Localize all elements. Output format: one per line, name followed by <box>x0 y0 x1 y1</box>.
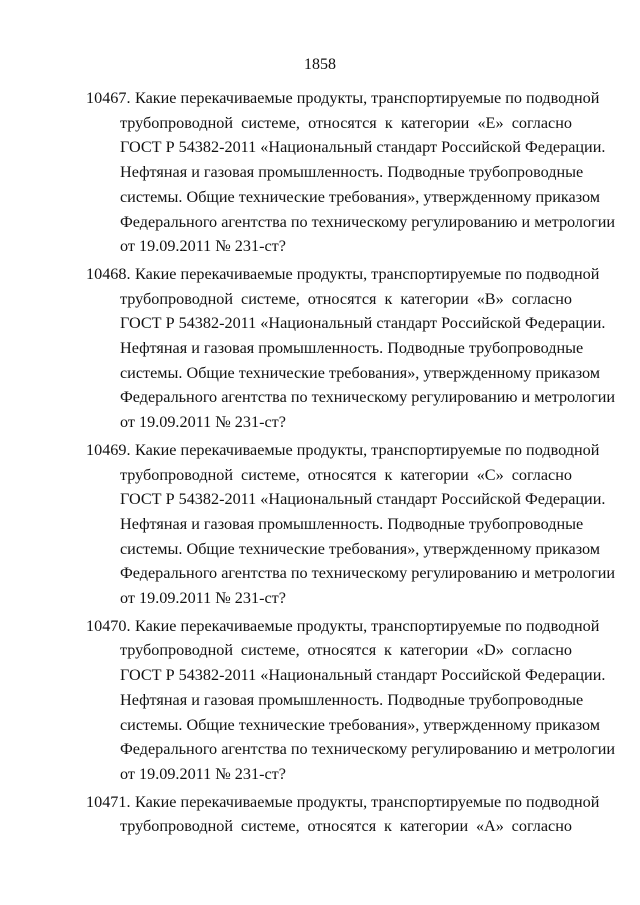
entry-line: ГОСТ Р 54382-2011 «Национальный стандарт Российской Федерации. <box>120 666 606 685</box>
question-entry <box>86 262 616 435</box>
page-number: 1858 <box>304 56 336 73</box>
entry-line: системы. Общие технические требования», утвержденному приказом <box>120 539 601 558</box>
entry-line: Нефтяная и газовая промышленность. Подводные трубопроводные <box>120 163 584 182</box>
entry-line: Какие перекачиваемые продукты, транспортируемые по подводной <box>135 89 600 107</box>
question-list <box>86 86 616 839</box>
entry-line: трубопроводной системе, относятся к категории «Е» согласно <box>120 113 572 132</box>
entry-line: трубопроводной системе, относятся к категории «D» согласно <box>120 641 572 660</box>
entry-number: 10469. <box>86 440 131 459</box>
entry-line: Какие перекачиваемые продукты, транспортируемые по подводной <box>135 792 600 811</box>
entry-line: Какие перекачиваемые продукты, транспортируемые по подводной <box>135 440 600 459</box>
entry-line: Нефтяная и газовая промышленность. Подводные трубопроводные <box>120 339 584 358</box>
entry-line: Федерального агентства по техническому регулированию и метрологии <box>120 212 616 231</box>
entry-first-line <box>86 790 600 815</box>
entry-first-line <box>86 438 600 463</box>
entry-number: 10468. <box>86 264 131 283</box>
entry-line: трубопроводной системе, относятся к категории «А» согласно <box>120 817 572 836</box>
entry-number: 10467. <box>86 89 131 107</box>
entry-line: Федерального агентства по техническому регулированию и метрологии <box>120 564 616 583</box>
entry-line: Федерального агентства по техническому регулированию и метрологии <box>120 740 616 759</box>
entry-line: ГОСТ Р 54382-2011 «Национальный стандарт Российской Федерации. <box>120 314 606 333</box>
entry-line: трубопроводной системе, относятся к категории «С» согласно <box>120 465 572 484</box>
entry-first-line <box>86 614 600 639</box>
entry-line: системы. Общие технические требования», утвержденному приказом <box>120 187 601 206</box>
entry-line: системы. Общие технические требования», утвержденному приказом <box>120 715 601 734</box>
entry-line: Нефтяная и газовая промышленность. Подводные трубопроводные <box>120 690 584 709</box>
question-entry <box>86 614 616 787</box>
entry-line: ГОСТ Р 54382-2011 «Национальный стандарт Российской Федерации. <box>120 490 606 509</box>
entry-line: системы. Общие технические требования», утвержденному приказом <box>120 363 601 382</box>
entry-line: от 19.09.2011 № 231-ст? <box>120 589 286 608</box>
entry-number: 10470. <box>86 616 131 635</box>
entry-first-line <box>86 86 600 111</box>
question-entry <box>86 86 616 259</box>
entry-line: Федерального агентства по техническому регулированию и метрологии <box>120 388 616 407</box>
question-entry <box>86 438 616 611</box>
entry-first-line <box>86 262 600 287</box>
entry-line: Какие перекачиваемые продукты, транспортируемые по подводной <box>135 264 600 283</box>
question-entry <box>86 790 600 839</box>
entry-line: от 19.09.2011 № 231-ст? <box>120 237 286 256</box>
entry-line: Нефтяная и газовая промышленность. Подводные трубопроводные <box>120 514 584 533</box>
entry-line: Какие перекачиваемые продукты, транспортируемые по подводной <box>135 616 600 635</box>
entry-line: ГОСТ Р 54382-2011 «Национальный стандарт Российской Федерации. <box>120 138 606 157</box>
entry-number: 10471. <box>86 792 131 811</box>
entry-line: от 19.09.2011 № 231-ст? <box>120 413 286 432</box>
entry-line: от 19.09.2011 № 231-ст? <box>120 764 286 783</box>
entry-line: трубопроводной системе, относятся к категории «В» согласно <box>120 289 572 308</box>
